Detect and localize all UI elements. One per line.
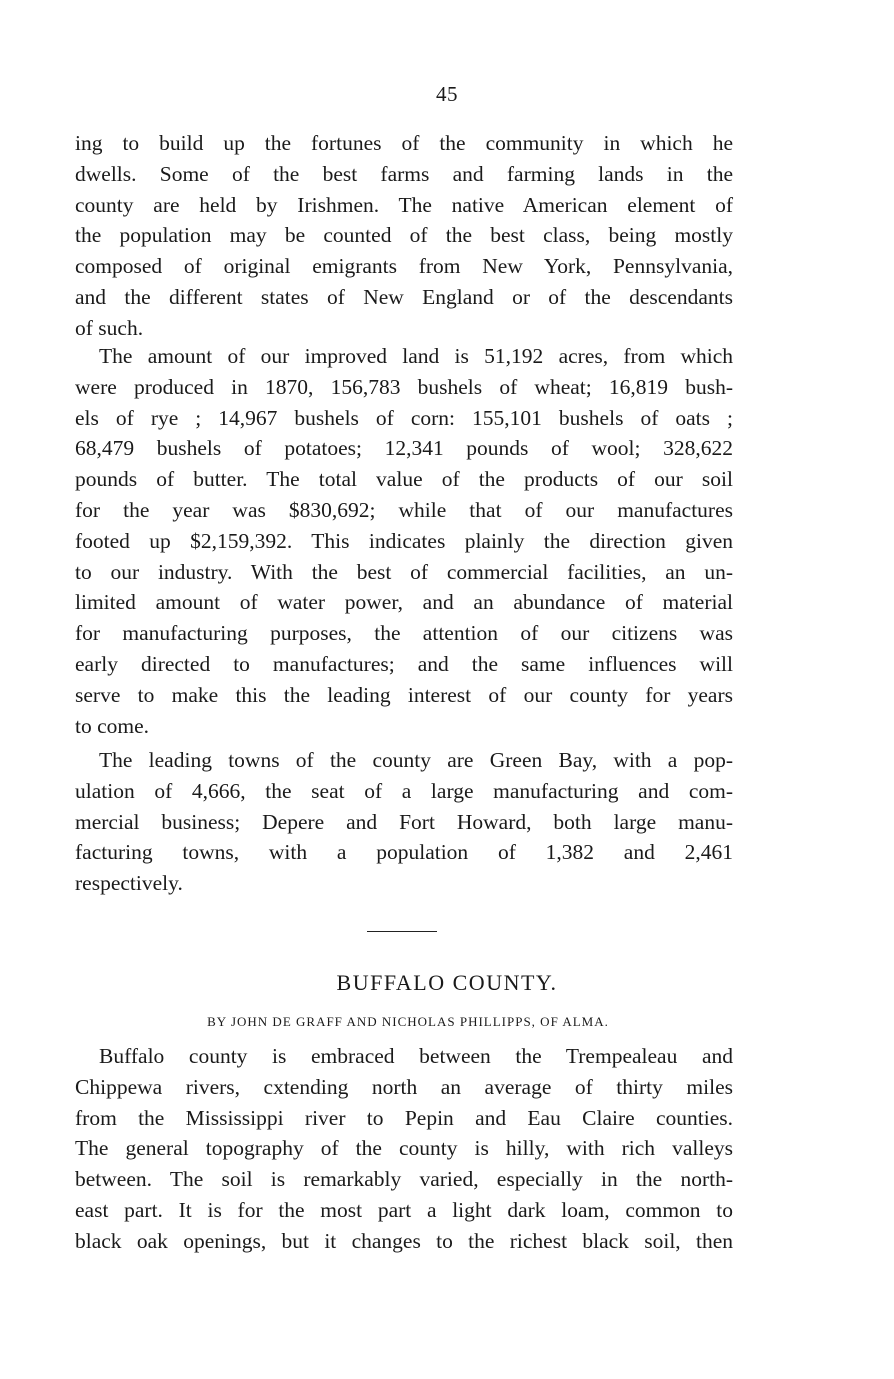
text-line: east part. It is for the most part a light dark loam, common to: [75, 1197, 733, 1222]
section-byline: BY JOHN DE GRAFF AND NICHOLAS PHILLIPPS, OF ALMA.: [207, 1014, 609, 1029]
text-line: to come.: [75, 713, 150, 738]
text-line: of such.: [75, 315, 144, 340]
text-line: ing to build up the fortunes of the community in which he: [75, 131, 733, 155]
text-line: for the year was $830,692; while that of our manufactures: [75, 497, 733, 522]
text-line: serve to make this the leading interest of our county for years: [75, 682, 733, 707]
text-line: for manufacturing purposes, the attention of our citizens was: [75, 621, 733, 646]
paragraph-buffalo-county: [75, 1041, 733, 1257]
text-line: Chippewa rivers, cxtending north an average of thirty miles: [75, 1074, 733, 1099]
text-line: respectively.: [75, 871, 183, 896]
text-line: to our industry. With the best of commercial facilities, an un-: [75, 559, 733, 584]
text-line: were produced in 1870, 156,783 bushels of wheat; 16,819 bush-: [75, 374, 733, 399]
text-line: 68,479 bushels of potatoes; 12,341 pounds of wool; 328,622: [75, 436, 733, 461]
paragraph-irish-population: [75, 128, 733, 344]
text-line: Buffalo county is embraced between the Trempealeau and: [99, 1044, 733, 1068]
text-line: The leading towns of the county are Green Bay, with a pop-: [99, 748, 733, 772]
text-line: from the Mississippi river to Pepin and Eau Claire counties.: [75, 1105, 733, 1130]
text-line: footed up $2,159,392. This indicates plainly the direction given: [75, 528, 733, 553]
text-line: pounds of butter. The total value of the products of our soil: [75, 467, 733, 492]
text-line: early directed to manufactures; and the same influences will: [75, 651, 733, 676]
text-line: limited amount of water power, and an abundance of material: [75, 590, 733, 615]
page-number: 45: [436, 82, 458, 106]
paragraph-improved-land: [75, 341, 733, 741]
text-line: ulation of 4,666, the seat of a large manufacturing and com-: [75, 778, 733, 803]
paragraph-leading-towns: [75, 745, 733, 899]
text-line: county are held by Irishmen. The native American element of: [75, 192, 733, 217]
text-line: facturing towns, with a population of 1,382 and 2,461: [75, 840, 733, 865]
text-line: The general topography of the county is hilly, with rich valleys: [75, 1136, 733, 1161]
text-line: dwells. Some of the best farms and farming lands in the: [75, 161, 733, 186]
text-line: between. The soil is remarkably varied, especially in the north-: [75, 1167, 733, 1192]
section-title: BUFFALO COUNTY.: [336, 970, 558, 995]
text-line: The amount of our improved land is 51,192 acres, from which: [99, 344, 733, 368]
section-divider: [367, 931, 437, 932]
text-line: mercial business; Depere and Fort Howard, both large manu-: [75, 809, 733, 834]
text-line: and the different states of New England or of the descendants: [75, 284, 733, 309]
text-line: black oak openings, but it changes to the richest black soil, then: [75, 1228, 733, 1253]
text-line: the population may be counted of the best class, being mostly: [75, 223, 733, 248]
text-line: composed of original emigrants from New York, Pennsylvania,: [75, 254, 733, 279]
text-line: els of rye ; 14,967 bushels of corn: 155,101 bushels of oats ;: [75, 405, 733, 430]
